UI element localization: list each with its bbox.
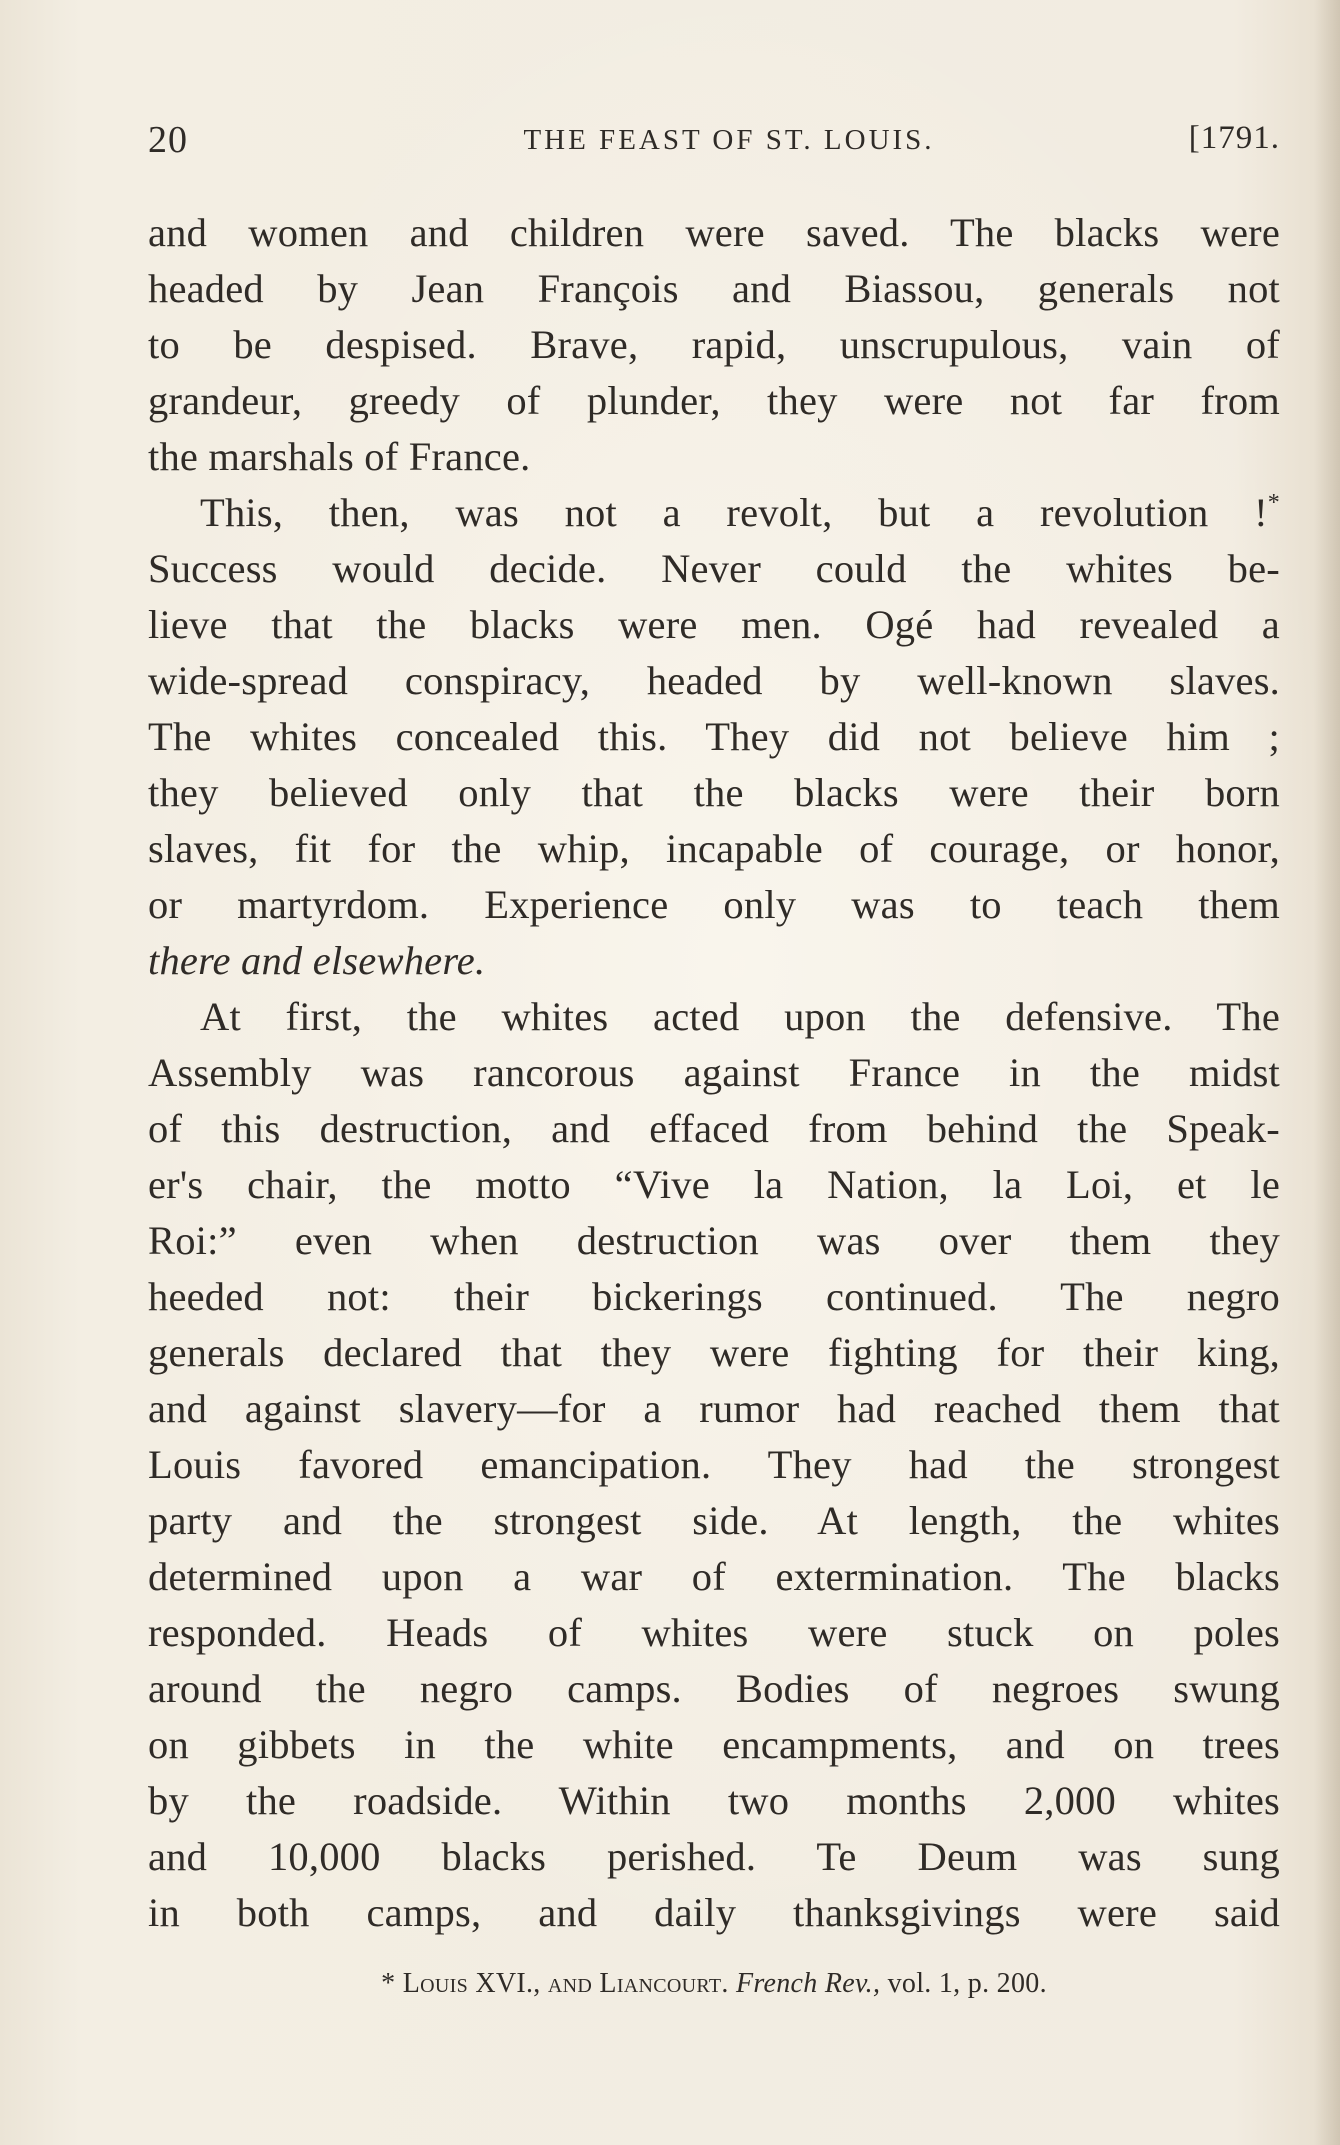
text-line: there and elsewhere. [148, 938, 486, 983]
text-line: and against slavery—for a rumor had reached them that [148, 1386, 1280, 1431]
text-line: to be despised. Brave, rapid, unscrupulous, vain of [148, 322, 1280, 367]
text-line: lieve that the blacks were men. Ogé had revealed a [148, 602, 1280, 647]
text-line: Assembly was rancorous against France in the midst [148, 1050, 1280, 1095]
page-number: 20 [148, 119, 188, 161]
text-line: er's chair, the motto “Vive la Nation, la Loi, et le [148, 1162, 1280, 1207]
text-line: generals declared that they were fighting for their king, [148, 1330, 1280, 1375]
text-line: they believed only that the blacks were their born [148, 770, 1280, 815]
text-line-content: This, then, was not a revolt, but a revolution ! [200, 490, 1268, 535]
text-line: determined upon a war of extermination. The blacks [148, 1554, 1280, 1599]
text-line: At first, the whites acted upon the defensive. The [200, 994, 1280, 1039]
text-line: Louis favored emancipation. They had the strongest [148, 1442, 1280, 1487]
text-line: party and the strongest side. At length, the whites [148, 1498, 1280, 1543]
text-line: in both camps, and daily thanksgivings were said [148, 1890, 1280, 1935]
text-line: the marshals of France. [148, 434, 531, 479]
text-line: grandeur, greedy of plunder, they were not far from [148, 378, 1280, 423]
text-line: and women and children were saved. The blacks were [148, 210, 1280, 255]
text-line: headed by Jean François and Biassou, generals not [148, 266, 1280, 311]
running-year: [1791. [1188, 120, 1280, 156]
text-line: Success would decide. Never could the whites be- [148, 546, 1280, 591]
text-line: responded. Heads of whites were stuck on poles [148, 1610, 1280, 1655]
footnote-names: Louis XVI., and Liancourt. [402, 1968, 729, 1999]
text-line: of this destruction, and effaced from behind the Speak- [148, 1106, 1280, 1151]
text-line: by the roadside. Within two months 2,000 whites [148, 1778, 1280, 1823]
footnote-marker: * [381, 1968, 396, 1999]
body-text [148, 205, 1280, 1941]
text-line: or martyrdom. Experience only was to teach them [148, 882, 1280, 927]
footnote-work: French Rev., [735, 1968, 881, 1999]
text-line [148, 485, 1280, 541]
text-line: The whites concealed this. They did not believe him ; [148, 714, 1280, 759]
footnote [148, 1968, 1280, 2000]
text-line: wide-spread conspiracy, headed by well-known slaves. [148, 658, 1280, 703]
text-line: on gibbets in the white encampments, and on trees [148, 1722, 1280, 1767]
text-line: heeded not: their bickerings continued. The negro [148, 1274, 1280, 1319]
text-line: around the negro camps. Bodies of negroes swung [148, 1666, 1280, 1711]
text-line: slaves, fit for the whip, incapable of courage, or honor, [148, 826, 1280, 871]
text-line: and 10,000 blacks perished. Te Deum was sung [148, 1834, 1280, 1879]
footnote-reference: * [1267, 490, 1280, 516]
text-line: Roi:” even when destruction was over them they [148, 1218, 1280, 1263]
running-title: THE FEAST OF ST. LOUIS. [523, 124, 935, 156]
footnote-citation: vol. 1, p. 200. [887, 1968, 1047, 1999]
running-head [148, 118, 1280, 168]
page-edge-shadow [1314, 0, 1340, 2145]
